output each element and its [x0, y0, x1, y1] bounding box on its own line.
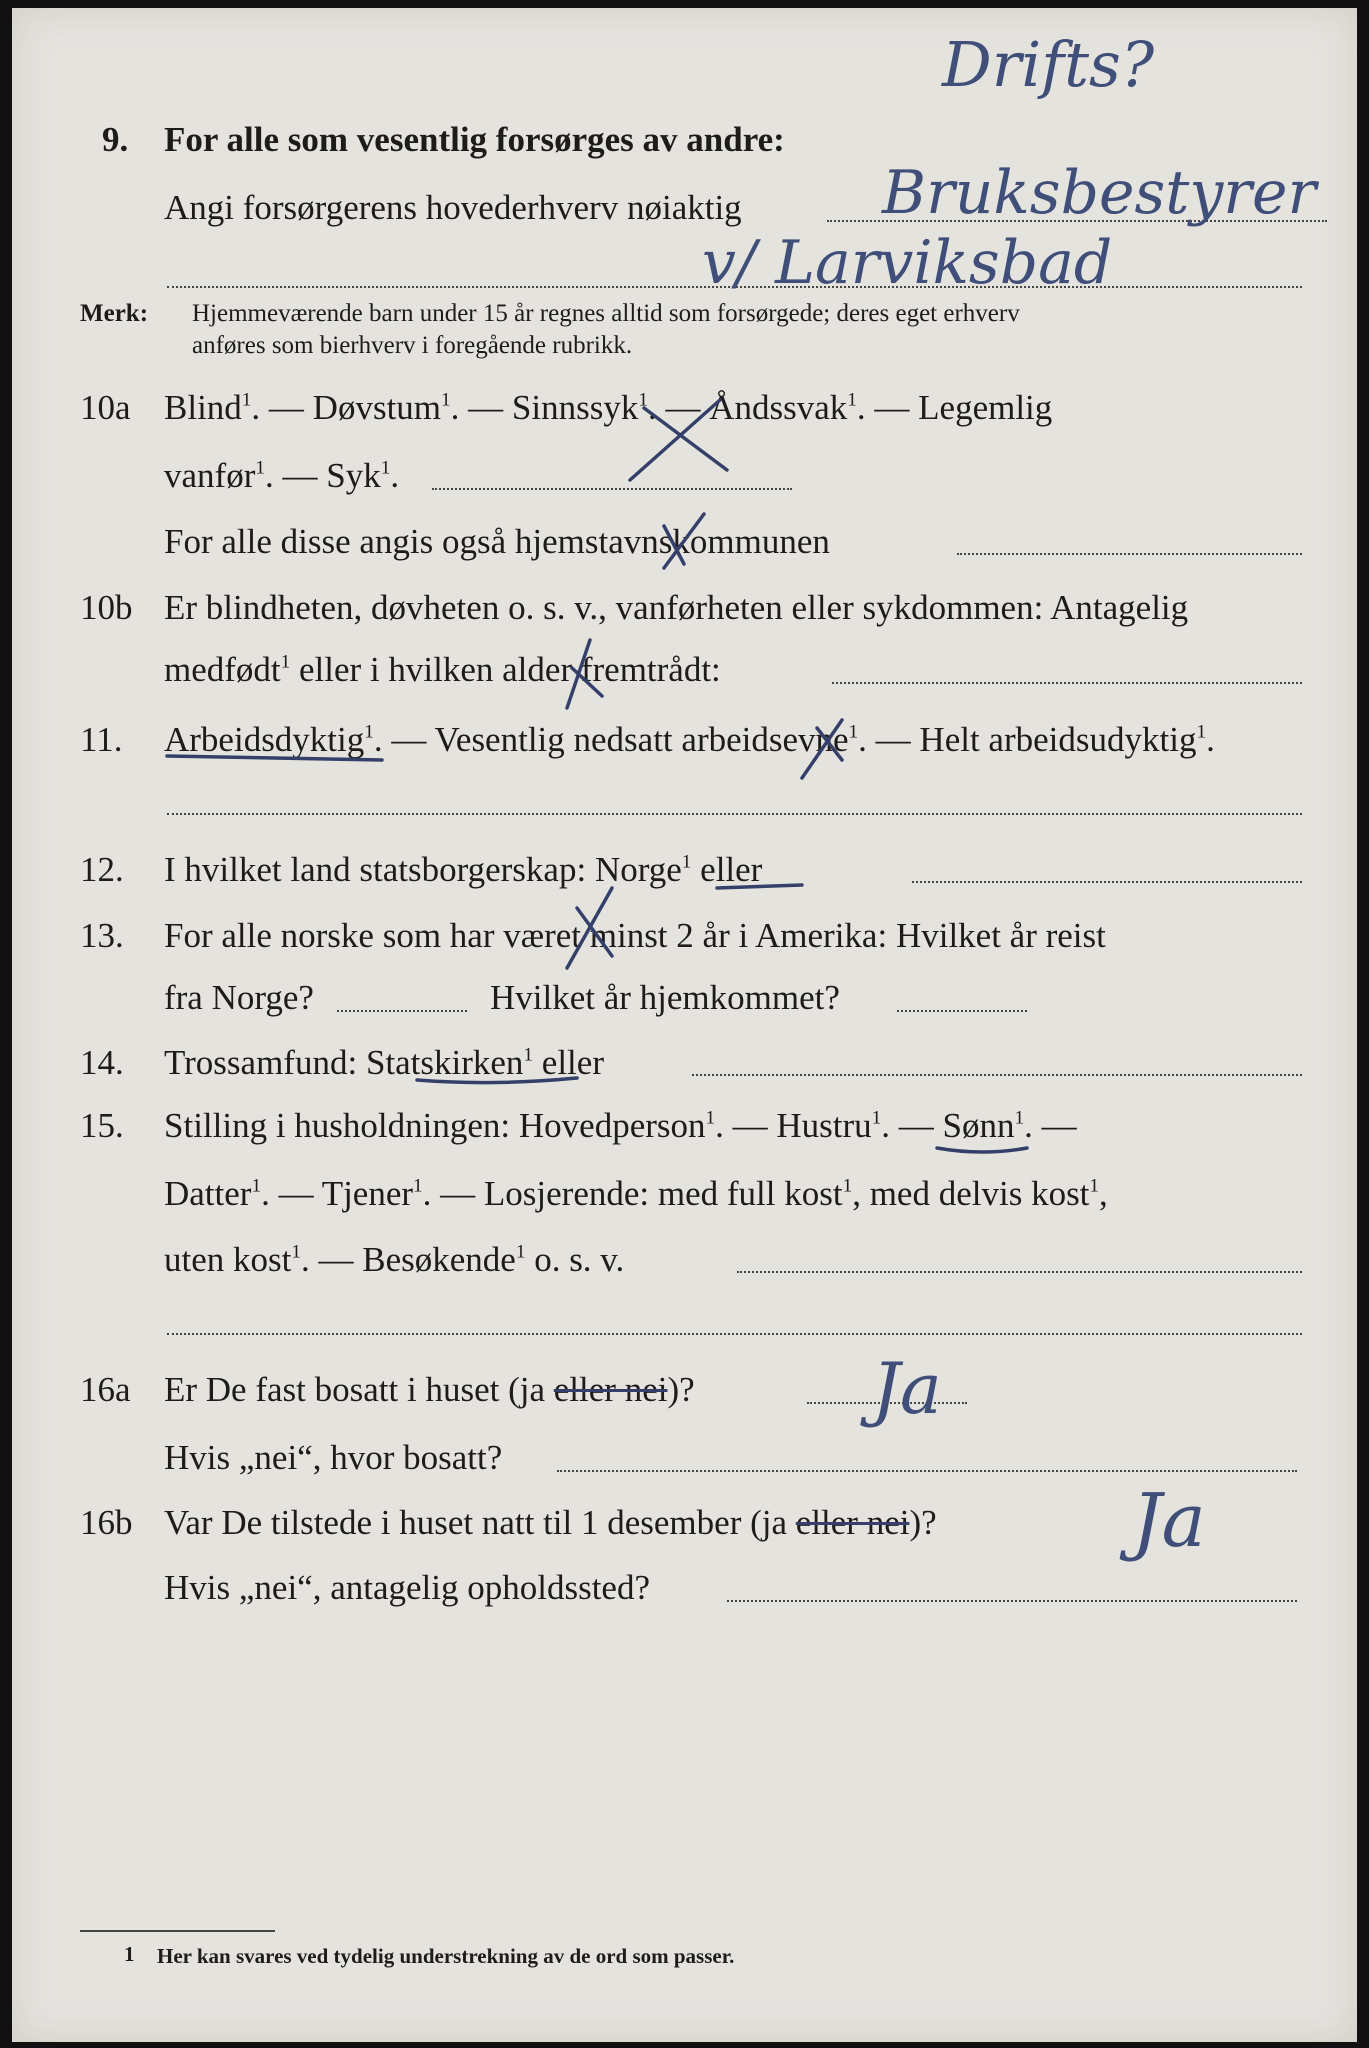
cross-arbeidsevne-2	[817, 728, 842, 760]
underline-statskirken	[417, 1078, 577, 1083]
q9-answer-1: Drifts?	[942, 28, 1155, 101]
cross-sinnssyk-1	[630, 400, 720, 480]
q16a-answer: Ja	[872, 1348, 942, 1430]
q16a-line2: Hvis „nei“, hvor bosatt?	[164, 1438, 503, 1477]
q13-line2b: Hvilket år hjemkommet?	[490, 978, 840, 1017]
merk-label: Merk:	[80, 300, 149, 327]
q9-number: 9.	[102, 120, 129, 159]
q10a-number: 10a	[80, 388, 131, 427]
cross-arbeidsevne-1	[802, 720, 842, 778]
q16b-answer: Ja	[1132, 1478, 1206, 1564]
q16b-line1: Var De tilstede i huset natt til 1 desember (ja eller nei)?	[164, 1503, 937, 1542]
q14-line: Trossamfund: Statskirken$^1$ eller	[164, 1043, 604, 1082]
cross-sinnssyk-2	[644, 408, 727, 470]
q13-number: 13.	[80, 916, 124, 955]
q11-number: 11.	[80, 720, 123, 759]
footnote-mark: 1	[124, 1942, 135, 1966]
q10a-line3: For alle disse angis også hjemstavnskommunen	[164, 522, 830, 561]
merk-line2: anføres som bierhverv i foregående rubrikk.	[192, 332, 633, 359]
merk-line1: Hjemmeværende barn under 15 år regnes alltid som forsørgede; deres eget erhverv	[192, 300, 1020, 327]
q9-line1: For alle som vesentlig forsørges av andre:	[164, 120, 785, 159]
q13-line1: For alle norske som har været minst 2 år i Amerika: Hvilket år reist	[164, 916, 1106, 955]
q13-line2a: fra Norge?	[164, 978, 314, 1017]
q14-number: 14.	[80, 1043, 124, 1082]
q9-answer-2: Bruksbestyrer	[882, 158, 1317, 228]
q15-line2: Datter$^1$. — Tjener$^1$. — Losjerende: med full kost$^1$, med delvis kost$^1$,	[164, 1174, 1108, 1213]
q16b-number: 16b	[80, 1503, 133, 1542]
q12-line: I hvilket land statsborgerskap: Norge$^1$ eller	[164, 850, 763, 889]
footnote-text: Her kan svares ved tydelig understrekning av de ord som passer.	[157, 1944, 735, 1968]
q16a-line1: Er De fast bosatt i huset (ja eller nei)?	[164, 1370, 695, 1409]
q12-number: 12.	[80, 850, 124, 889]
q15-line1: Stilling i husholdningen: Hovedperson$^1$. — Hustru$^1$. — Sønn$^1$. —	[164, 1106, 1077, 1145]
underline-arbeidsdyktig	[167, 756, 382, 760]
q10b-number: 10b	[80, 588, 133, 627]
q9-line2: Angi forsørgerens hovederhverv nøiaktig	[164, 188, 742, 227]
q16a-number: 16a	[80, 1370, 131, 1409]
q9-answer-3: v/ Larviksbad	[702, 228, 1113, 298]
q10b-line1: Er blindheten, døvheten o. s. v., vanførheten eller sykdommen: Antagelig	[164, 588, 1189, 627]
underline-hustru	[937, 1148, 1027, 1152]
q10a-line1: Blind$^1$. — Døvstum$^1$. — Sinnssyk$^1$. — Åndssvak$^1$. — Legemlig	[164, 388, 1053, 427]
q10a-line2: vanfør$^1$. — Syk$^1$.	[164, 456, 400, 495]
census-form-page	[12, 8, 1357, 2042]
handwritten-marks	[12, 8, 1357, 2042]
q10b-line2: medfødt$^1$ eller i hvilken alder fremtrådt:	[164, 650, 721, 689]
cross-amerika-2	[577, 908, 612, 956]
q11-line: Arbeidsdyktig$^1$. — Vesentlig nedsatt arbeidsevne$^1$. — Helt arbeidsudyktig$^1$.	[164, 720, 1215, 759]
q16b-line2: Hvis „nei“, antagelig opholdssted?	[164, 1568, 650, 1607]
q15-number: 15.	[80, 1106, 124, 1145]
underline-norge	[717, 885, 802, 888]
q15-line3: uten kost$^1$. — Besøkende$^1$ o. s. v.	[164, 1240, 625, 1279]
